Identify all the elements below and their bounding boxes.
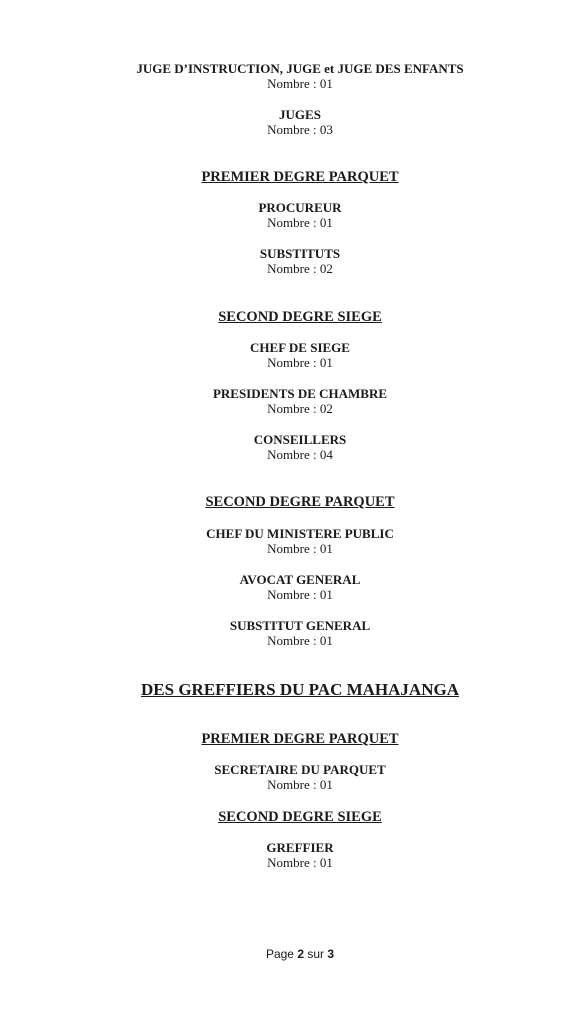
section-heading-second-degre-parquet: SECOND DEGRE PARQUET (205, 494, 395, 510)
role-count: Nombre : 01 (267, 855, 333, 870)
role-count: Nombre : 03 (267, 122, 333, 137)
role-title: PRESIDENTS DE CHAMBRE (212, 386, 388, 401)
role-count: Nombre : 04 (267, 447, 333, 462)
role-block-conseillers (0, 432, 576, 462)
role-title: SUBSTITUT GENERAL (229, 618, 371, 633)
role-title: SECRETAIRE DU PARQUET (214, 762, 386, 777)
role-block-presidents-de-chambre (0, 386, 576, 416)
role-title: GREFFIER (266, 840, 334, 855)
role-count: Nombre : 01 (267, 355, 333, 370)
role-block-avocat-general (0, 572, 576, 602)
footer-sur-label: sur (307, 947, 325, 961)
role-block-chef-du-ministere-public (0, 526, 576, 556)
footer-current-page: 2 (297, 947, 304, 961)
role-block-chef-de-siege (0, 340, 576, 370)
role-title: JUGES (279, 107, 321, 122)
role-title: CHEF DU MINISTERE PUBLIC (206, 526, 394, 541)
role-title: JUGE D’INSTRUCTION, JUGE et JUGE DES ENFANTS (136, 61, 464, 76)
role-title: CONSEILLERS (253, 432, 347, 447)
major-heading-greffiers: DES GREFFIERS DU PAC MAHAJANGA (141, 680, 459, 699)
footer-page-label: Page (265, 947, 294, 961)
role-title: CHEF DE SIEGE (250, 340, 350, 355)
role-block-procureur (0, 200, 576, 230)
section-heading-second-degre-siege: SECOND DEGRE SIEGE (218, 309, 382, 325)
footer-total-pages: 3 (327, 947, 335, 961)
section-heading-premier-degre-parquet-greffe: PREMIER DEGRE PARQUET (201, 731, 399, 747)
role-count: Nombre : 01 (267, 587, 333, 602)
page-number-footer (0, 947, 576, 961)
role-block-substitut-general (0, 618, 576, 648)
section-heading-premier-degre-parquet: PREMIER DEGRE PARQUET (201, 169, 399, 185)
role-block-secretaire-du-parquet (0, 762, 576, 792)
role-block-substituts (0, 246, 576, 276)
section-heading-second-degre-siege-greffe: SECOND DEGRE SIEGE (218, 809, 382, 825)
role-title: SUBSTITUTS (259, 246, 341, 261)
role-count: Nombre : 01 (267, 215, 333, 230)
role-count: Nombre : 01 (267, 633, 333, 648)
role-count: Nombre : 01 (267, 541, 333, 556)
role-count: Nombre : 02 (267, 401, 333, 416)
role-count: Nombre : 02 (267, 261, 333, 276)
role-block-greffier (0, 840, 576, 870)
role-title: AVOCAT GENERAL (239, 572, 361, 587)
role-block-juges (0, 107, 576, 137)
role-count: Nombre : 01 (267, 76, 333, 91)
role-count: Nombre : 01 (267, 777, 333, 792)
role-block-juge-instruction (0, 61, 576, 91)
role-title: PROCUREUR (258, 200, 342, 215)
